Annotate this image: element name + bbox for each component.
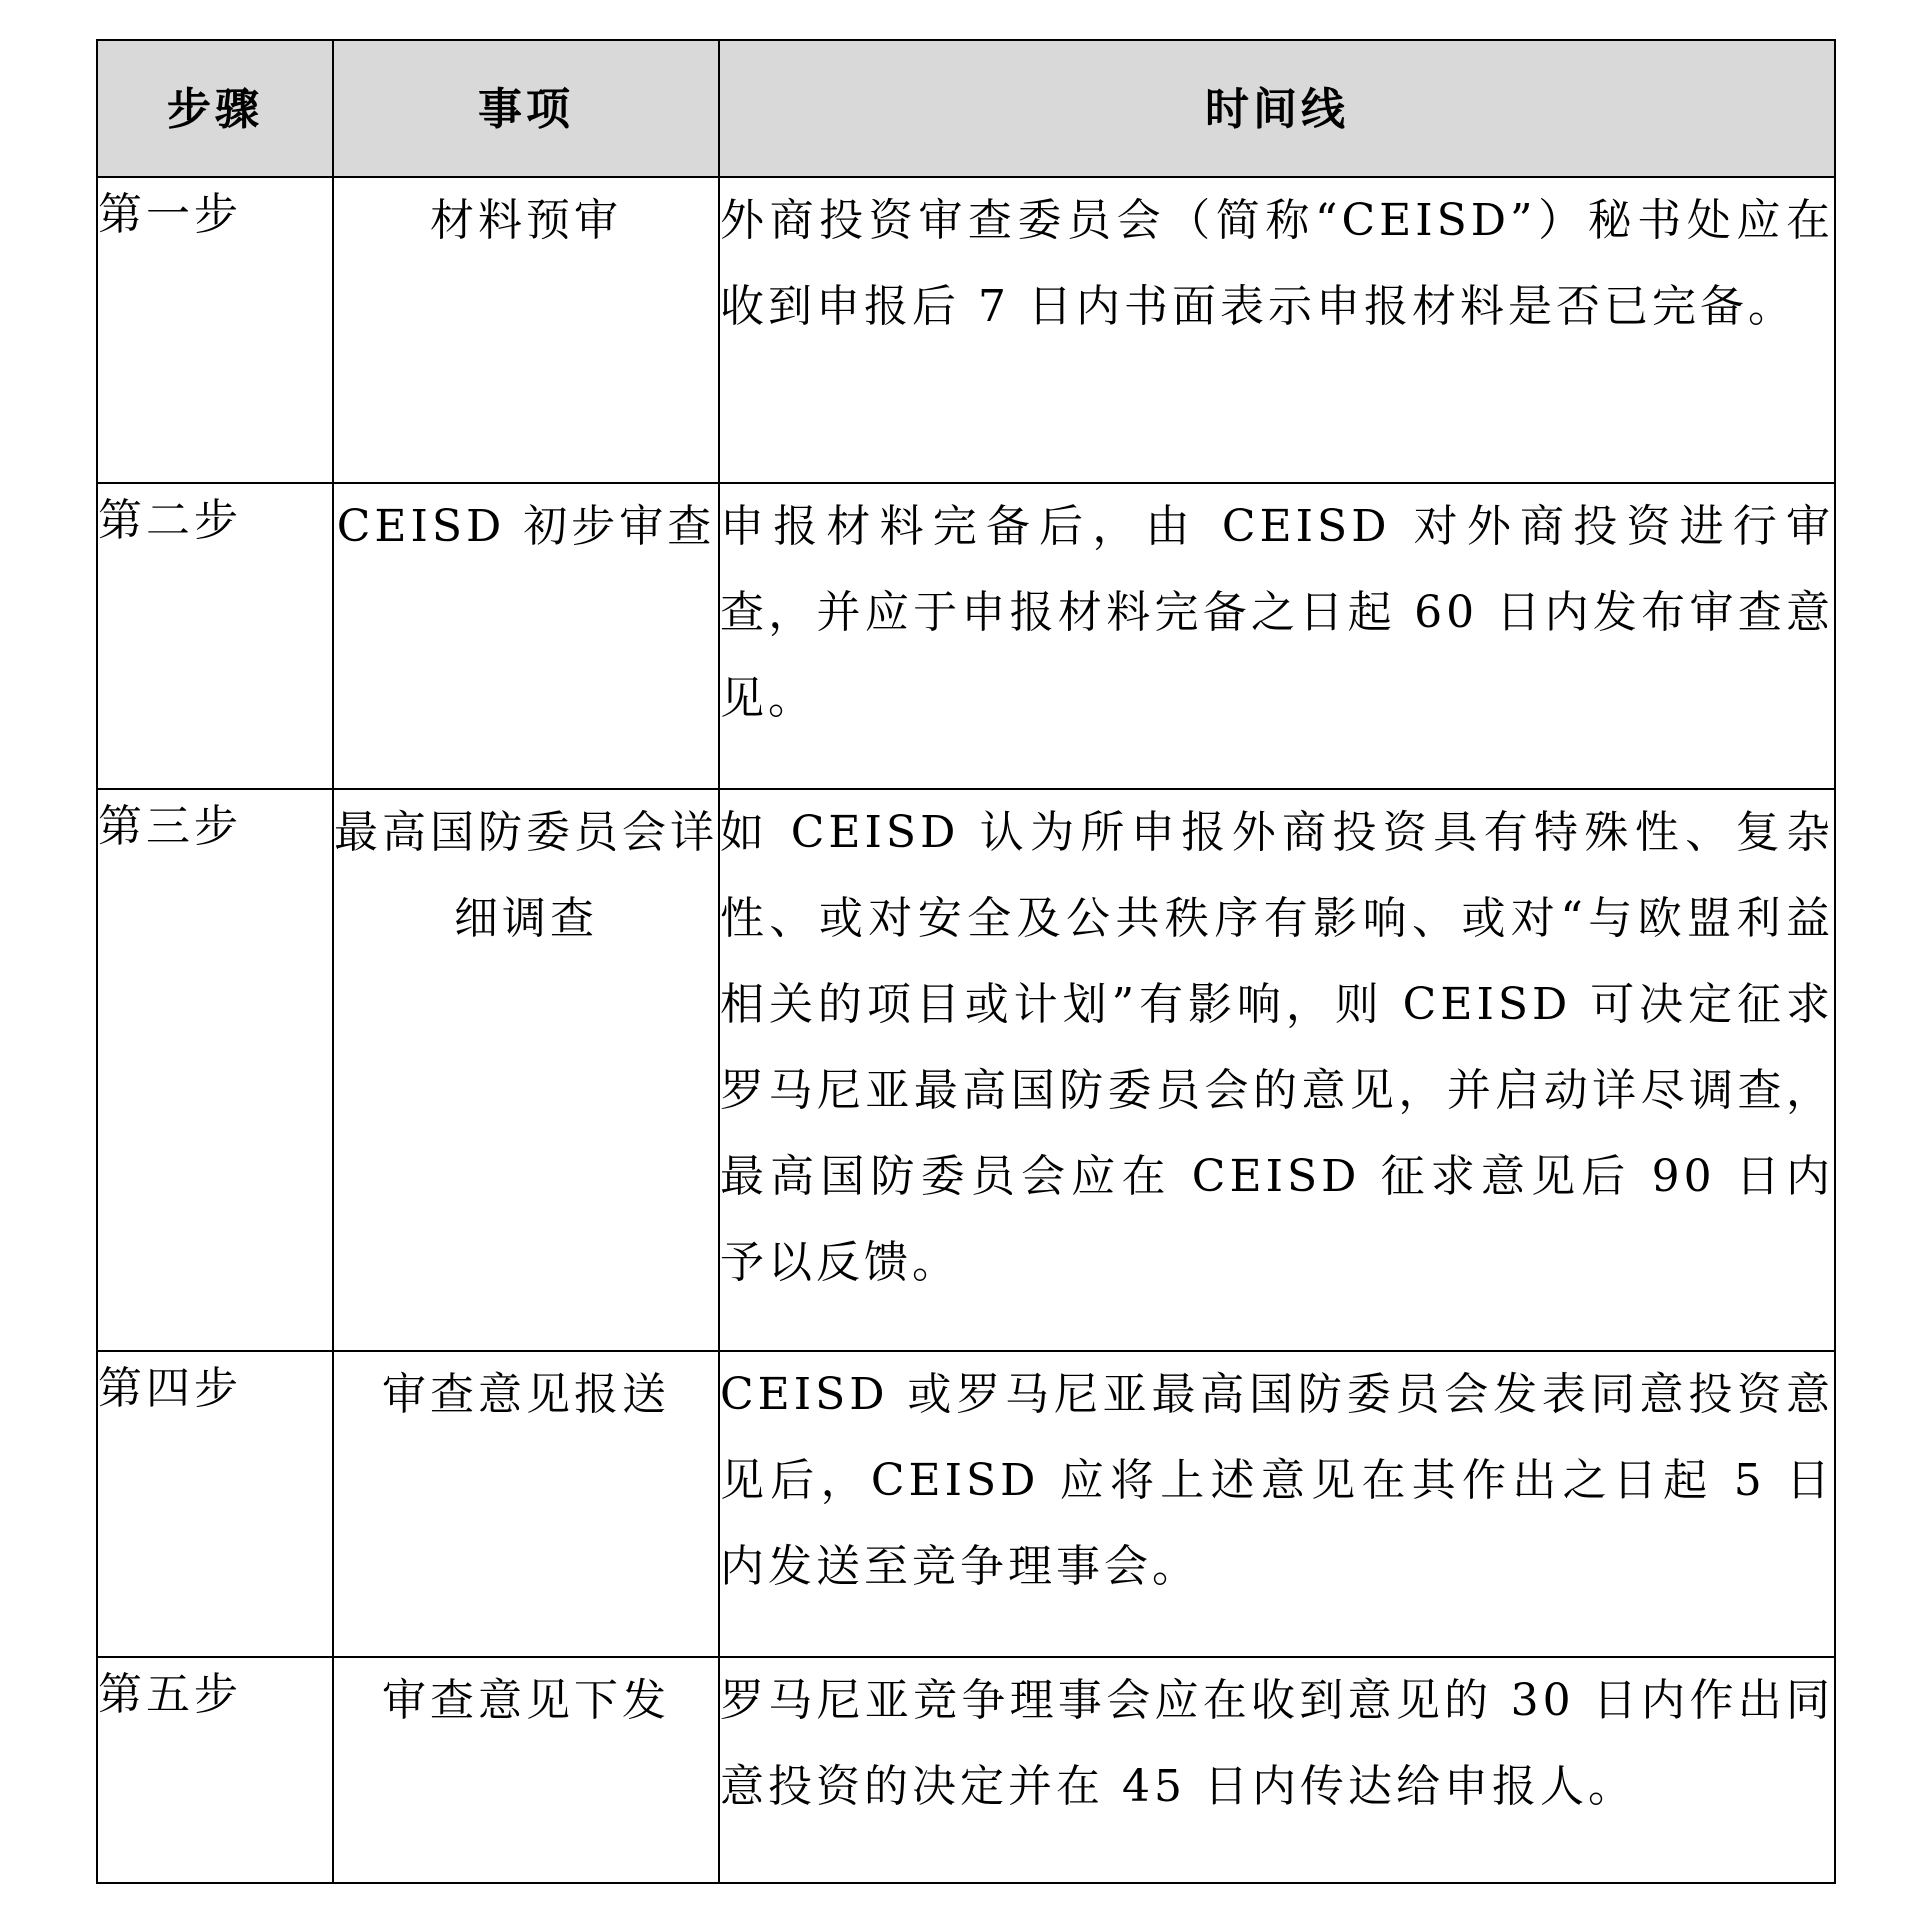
review-steps-table: [96, 39, 1836, 1884]
header-item: 事项: [333, 40, 719, 177]
item-cell: 材料预审: [333, 177, 719, 483]
timeline-cell: 如 CEISD 认为所申报外商投资具有特殊性、复杂性、或对安全及公共秩序有影响、或对“与欧盟利益相关的项目或计划”有影响，则 CEISD 可决定征求罗马尼亚最高国防委员会的意见，并启动详尽调查，最高国防委员会应在 CEISD 征求意见后 90 日内予以反馈。: [719, 789, 1835, 1351]
header-step: 步骤: [97, 40, 333, 177]
step-cell: 第一步: [97, 177, 333, 483]
table-row: [97, 789, 1835, 1351]
table-row: [97, 483, 1835, 789]
item-cell: 审查意见下发: [333, 1657, 719, 1883]
item-cell: CEISD 初步审查: [333, 483, 719, 789]
timeline-cell: CEISD 或罗马尼亚最高国防委员会发表同意投资意见后，CEISD 应将上述意见在其作出之日起 5 日内发送至竞争理事会。: [719, 1351, 1835, 1657]
table-row: [97, 177, 1835, 483]
step-cell: 第四步: [97, 1351, 333, 1657]
step-cell: 第二步: [97, 483, 333, 789]
timeline-cell: 外商投资审查委员会（简称“CEISD”）秘书处应在收到申报后 7 日内书面表示申报材料是否已完备。: [719, 177, 1835, 483]
timeline-cell: 罗马尼亚竞争理事会应在收到意见的 30 日内作出同意投资的决定并在 45 日内传达给申报人。: [719, 1657, 1835, 1883]
table-row: [97, 1351, 1835, 1657]
step-cell: 第五步: [97, 1657, 333, 1883]
header-timeline: 时间线: [719, 40, 1835, 177]
table-row: [97, 1657, 1835, 1883]
table-header-row: [97, 40, 1835, 177]
item-cell: 审查意见报送: [333, 1351, 719, 1657]
timeline-cell: 申报材料完备后，由 CEISD 对外商投资进行审查，并应于申报材料完备之日起 60 日内发布审查意见。: [719, 483, 1835, 789]
step-cell: 第三步: [97, 789, 333, 1351]
item-cell: 最高国防委员会详细调查: [333, 789, 719, 1351]
